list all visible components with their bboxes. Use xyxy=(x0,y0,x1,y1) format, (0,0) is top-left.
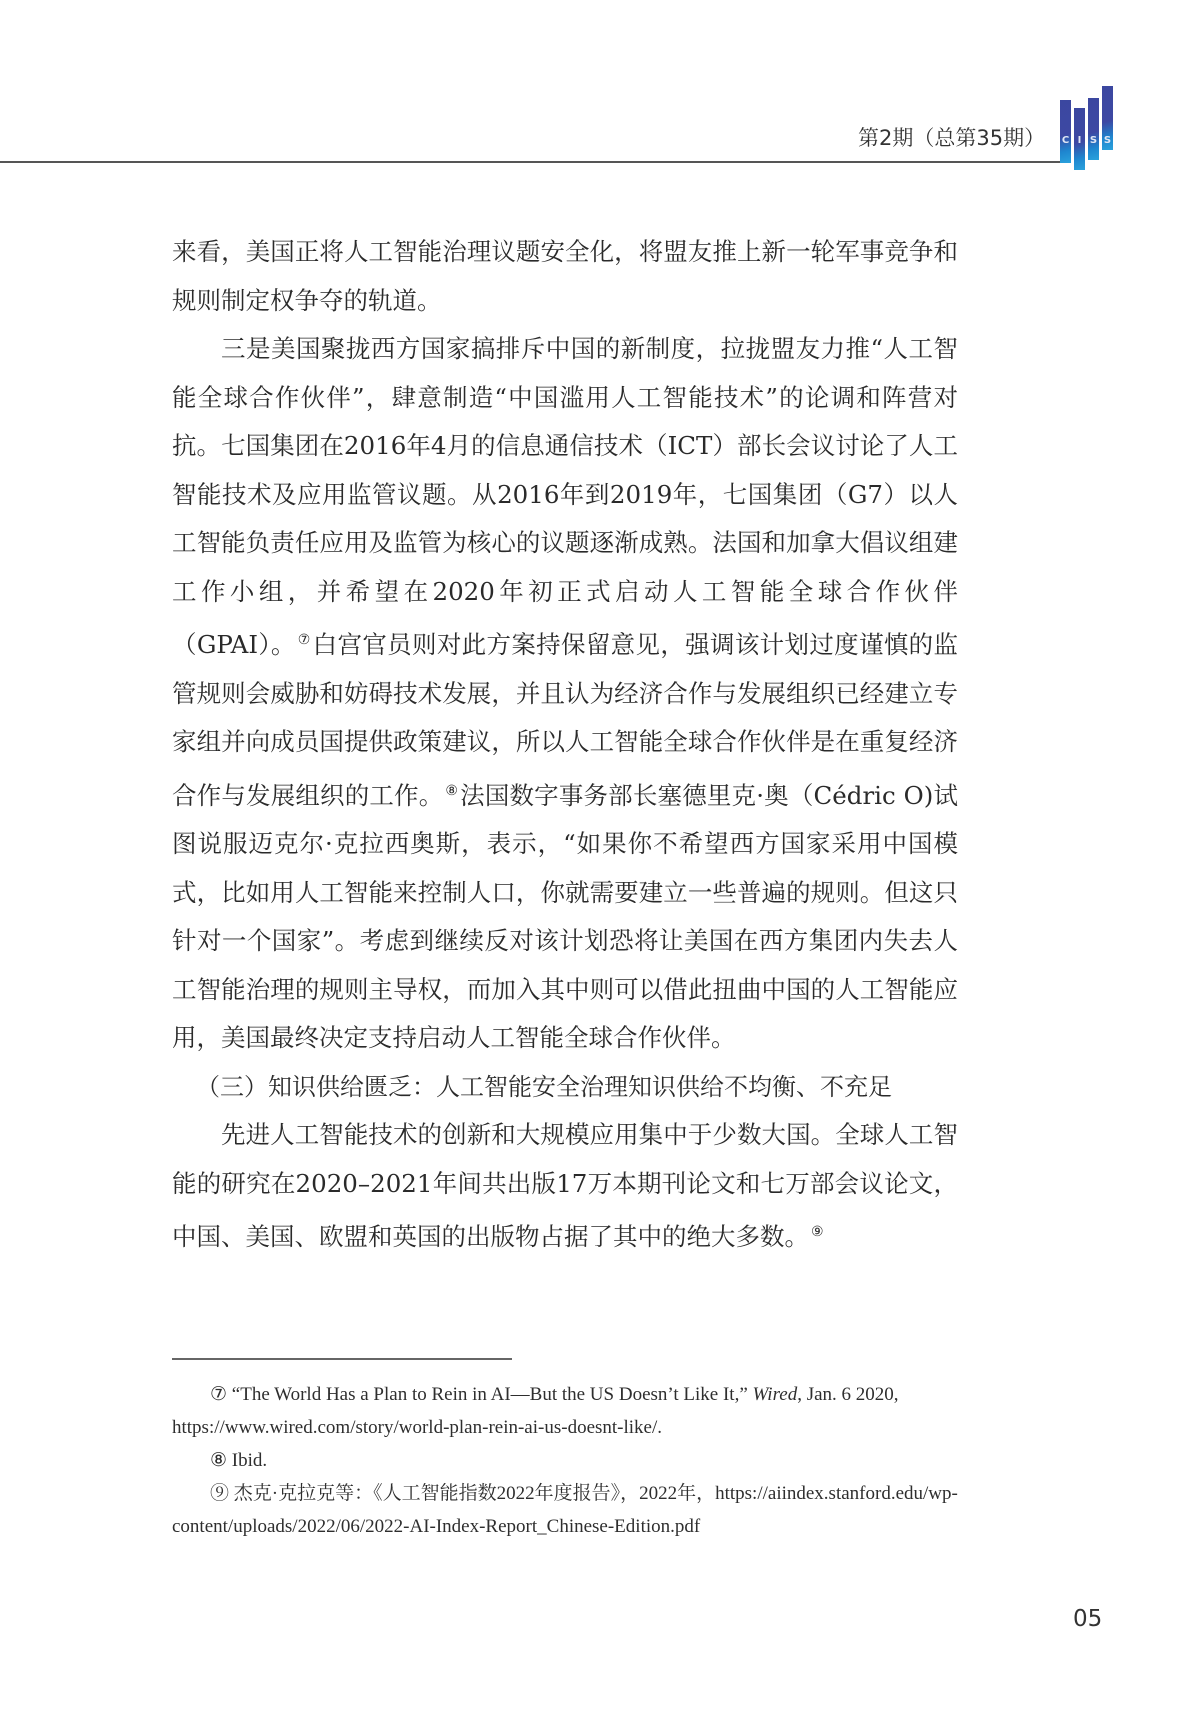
footnote-rule xyxy=(172,1358,512,1360)
logo-letter: C xyxy=(1061,135,1070,146)
footnote-mark: ⑨ xyxy=(210,1483,230,1504)
footnote-8 xyxy=(172,1444,960,1477)
logo-bar xyxy=(1102,86,1113,150)
logo-letter: S xyxy=(1089,135,1098,146)
header-rule xyxy=(0,161,1062,163)
footnote-mark: ⑦ xyxy=(210,1384,228,1405)
footnote-ref-7[interactable]: ⑦ xyxy=(297,632,311,648)
footnote-mark: ⑧ xyxy=(210,1450,228,1471)
section-heading: （三）知识供给匮乏：人工智能安全治理知识供给不均衡、不充足 xyxy=(196,1072,892,1101)
footnotes xyxy=(172,1378,960,1543)
footnote-ref-9[interactable]: ⑨ xyxy=(811,1224,824,1240)
logo-bar xyxy=(1088,98,1099,160)
footnote-9 xyxy=(172,1477,960,1543)
paragraph-text: 先进人工智能技术的创新和大规模应用集中于少数大国。全球人工智能的研究在2020–2021年间共出版17万本期刊论文和七万部会议论文，中国、美国、欧盟和英国的出版物占据了其中的绝大多数。 xyxy=(172,1120,958,1251)
paragraph xyxy=(172,1111,958,1262)
paragraph-text: 白宫官员则对此方案持保留意见，强调该计划过度谨慎的监管规则会威胁和妨碍技术发展，并且认为经济合作与发展组织已经建立专家组并向成员国提供政策建议，所以人工智能全球合作伙伴是在重复经济合作与发展组织的工作。 xyxy=(172,630,958,810)
paragraph-text: 三是美国聚拢西方国家搞排斥中国的新制度，拉拢盟友力推“人工智能全球合作伙伴”，肆意制造“中国滥用人工智能技术”的论调和阵营对抗。七国集团在2016年4月的信息通信技术（ICT）部长会议讨论了人工智能技术及应用监管议题。从2016年到2019年，七国集团（G7）以人工智能负责任应用及监管为核心的议题逐渐成熟。法国和加拿大倡议组建工作小组，并希望在2020年初正式启动人工智能全球合作伙伴（GPAI）。 xyxy=(172,334,958,659)
ciss-logo xyxy=(1058,84,1118,174)
footnote-text: , Jan. 6 2020, https://www.wired.com/story/world-plan-rein-ai-us-doesnt-like/. xyxy=(172,1384,899,1438)
footnote-text: 杰克·克拉克等：《人工智能指数2022年度报告》，2022年，https://aiindex.stanford.edu/wp-content/uploads/2022/06/2022-AI-Index-Report_Chinese-Edition.pdf xyxy=(172,1483,958,1537)
issue-label: 第2期（总第35期） xyxy=(858,126,1046,150)
footnote-text: “The World Has a Plan to Rein in AI—But the US Doesn’t Like It,” xyxy=(227,1384,753,1405)
footnote-ref-8[interactable]: ⑧ xyxy=(445,782,459,799)
logo-bar xyxy=(1060,100,1071,163)
article-body xyxy=(172,228,958,1262)
paragraph: 来看，美国正将人工智能治理议题安全化，将盟友推上新一轮军事竞争和规则制定权争夺的轨道。 xyxy=(172,237,958,315)
paragraph xyxy=(172,325,958,1063)
page-number: 05 xyxy=(1073,1606,1103,1632)
logo-letter: I xyxy=(1077,135,1082,146)
footnote-7 xyxy=(172,1378,960,1444)
footnote-text: Ibid. xyxy=(227,1450,268,1471)
footnote-source: Wired xyxy=(752,1384,798,1405)
logo-letter: S xyxy=(1103,135,1112,146)
logo-bar xyxy=(1074,108,1085,170)
paragraph-text: 法国数字事务部长塞德里克·奥（Cédric O)试图说服迈克尔·克拉西奥斯，表示，“如果你不希望西方国家采用中国模式，比如用人工智能来控制人口，你就需要建立一些普遍的规则。但这只针对一个国家”。考虑到继续反对该计划恐将让美国在西方集团内失去人工智能治理的规则主导权，而加入其中则可以借此扭曲中国的人工智能应用，美国最终决定支持启动人工智能全球合作伙伴。 xyxy=(172,780,958,1052)
